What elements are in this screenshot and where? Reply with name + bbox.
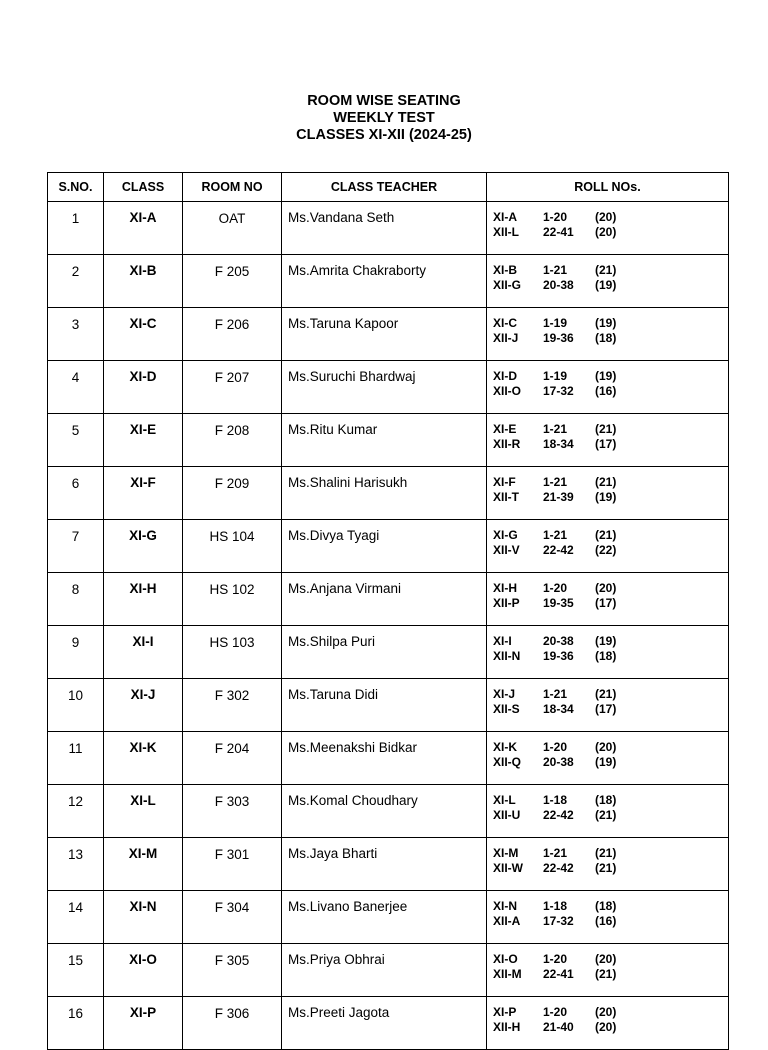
roll-line <box>493 437 728 452</box>
roll-count: (19) <box>595 369 617 383</box>
roll-line <box>493 596 728 611</box>
class-teacher: Ms.Taruna Kapoor <box>282 308 487 361</box>
roll-count: (19) <box>595 490 617 504</box>
roll-numbers <box>487 255 729 308</box>
serial-number: 2 <box>48 255 104 308</box>
title-line-3: CLASSES XI-XII (2024-25) <box>296 127 472 143</box>
serial-number: 11 <box>48 732 104 785</box>
roll-count: (21) <box>595 861 617 875</box>
roll-count: (19) <box>595 278 617 292</box>
roll-line <box>493 899 728 914</box>
roll-range: 1-21 <box>543 846 568 860</box>
table-row <box>48 838 729 891</box>
roll-range: 1-20 <box>543 740 568 754</box>
roll-class: XI-E <box>493 422 517 436</box>
class-teacher: Ms.Amrita Chakraborty <box>282 255 487 308</box>
class-name: XI-O <box>104 944 183 997</box>
roll-class: XI-A <box>493 210 517 224</box>
class-teacher: Ms.Shilpa Puri <box>282 626 487 679</box>
roll-range: 22-41 <box>543 225 574 239</box>
roll-numbers <box>487 997 729 1050</box>
roll-class: XII-M <box>493 967 522 981</box>
roll-line <box>493 793 728 808</box>
roll-line <box>493 263 728 278</box>
roll-line <box>493 528 728 543</box>
table-row <box>48 679 729 732</box>
roll-range: 1-18 <box>543 793 568 807</box>
roll-class: XI-P <box>493 1005 517 1019</box>
class-teacher: Ms.Meenakshi Bidkar <box>282 732 487 785</box>
room-number: HS 104 <box>183 520 282 573</box>
header-roll-nos: ROLL NOs. <box>487 173 729 202</box>
class-name: XI-C <box>104 308 183 361</box>
header-sno: S.NO. <box>48 173 104 202</box>
roll-range: 1-20 <box>543 952 568 966</box>
roll-count: (20) <box>595 210 617 224</box>
class-name: XI-J <box>104 679 183 732</box>
serial-number: 5 <box>48 414 104 467</box>
title-line-1: ROOM WISE SEATING <box>307 93 461 109</box>
roll-count: (20) <box>595 1005 617 1019</box>
class-teacher: Ms.Suruchi Bhardwaj <box>282 361 487 414</box>
class-teacher: Ms.Ritu Kumar <box>282 414 487 467</box>
roll-numbers <box>487 414 729 467</box>
room-number: F 306 <box>183 997 282 1050</box>
roll-line <box>493 967 728 982</box>
roll-range: 1-20 <box>543 210 568 224</box>
class-teacher: Ms.Jaya Bharti <box>282 838 487 891</box>
roll-class: XI-D <box>493 369 517 383</box>
table-body <box>48 202 729 1050</box>
class-teacher: Ms.Vandana Seth <box>282 202 487 255</box>
serial-number: 8 <box>48 573 104 626</box>
roll-numbers <box>487 785 729 838</box>
class-teacher: Ms.Priya Obhrai <box>282 944 487 997</box>
room-number: F 305 <box>183 944 282 997</box>
roll-line <box>493 316 728 331</box>
roll-class: XII-J <box>493 331 519 345</box>
roll-line <box>493 914 728 929</box>
roll-class: XI-O <box>493 952 518 966</box>
roll-range: 1-21 <box>543 475 568 489</box>
roll-count: (18) <box>595 649 617 663</box>
class-teacher: Ms.Komal Choudhary <box>282 785 487 838</box>
header-class-teacher: CLASS TEACHER <box>282 173 487 202</box>
roll-count: (21) <box>595 475 617 489</box>
room-number: HS 103 <box>183 626 282 679</box>
roll-count: (21) <box>595 422 617 436</box>
title-line-2: WEEKLY TEST <box>333 110 435 126</box>
roll-line <box>493 846 728 861</box>
roll-count: (20) <box>595 740 617 754</box>
roll-count: (16) <box>595 384 617 398</box>
serial-number: 12 <box>48 785 104 838</box>
roll-count: (21) <box>595 967 617 981</box>
roll-class: XII-G <box>493 278 522 292</box>
serial-number: 4 <box>48 361 104 414</box>
roll-class: XII-N <box>493 649 521 663</box>
roll-range: 17-32 <box>543 914 574 928</box>
roll-range: 19-35 <box>543 596 574 610</box>
table-row <box>48 255 729 308</box>
roll-range: 22-42 <box>543 808 574 822</box>
roll-line <box>493 861 728 876</box>
roll-range: 22-41 <box>543 967 574 981</box>
room-number: F 304 <box>183 891 282 944</box>
roll-range: 19-36 <box>543 331 574 345</box>
roll-numbers <box>487 202 729 255</box>
roll-numbers <box>487 626 729 679</box>
class-name: XI-E <box>104 414 183 467</box>
roll-range: 22-42 <box>543 543 574 557</box>
roll-count: (17) <box>595 437 617 451</box>
roll-line <box>493 581 728 596</box>
class-name: XI-F <box>104 467 183 520</box>
table-row <box>48 997 729 1050</box>
roll-line <box>493 210 728 225</box>
room-number: F 209 <box>183 467 282 520</box>
table-row <box>48 202 729 255</box>
room-number: HS 102 <box>183 573 282 626</box>
roll-line <box>493 634 728 649</box>
roll-class: XI-I <box>493 634 512 648</box>
roll-count: (20) <box>595 1020 617 1034</box>
class-name: XI-H <box>104 573 183 626</box>
room-number: F 206 <box>183 308 282 361</box>
roll-class: XII-P <box>493 596 520 610</box>
table-row <box>48 414 729 467</box>
class-name: XI-A <box>104 202 183 255</box>
class-name: XI-I <box>104 626 183 679</box>
class-teacher: Ms.Anjana Virmani <box>282 573 487 626</box>
class-name: XI-K <box>104 732 183 785</box>
roll-class: XII-U <box>493 808 521 822</box>
room-number: F 204 <box>183 732 282 785</box>
roll-class: XI-M <box>493 846 519 860</box>
roll-range: 1-21 <box>543 263 568 277</box>
roll-class: XI-H <box>493 581 517 595</box>
roll-numbers <box>487 308 729 361</box>
serial-number: 7 <box>48 520 104 573</box>
table-row <box>48 467 729 520</box>
roll-class: XII-R <box>493 437 521 451</box>
room-number: F 208 <box>183 414 282 467</box>
seating-table <box>47 172 729 1050</box>
roll-count: (20) <box>595 581 617 595</box>
serial-number: 6 <box>48 467 104 520</box>
serial-number: 3 <box>48 308 104 361</box>
table-row <box>48 308 729 361</box>
class-name: XI-L <box>104 785 183 838</box>
serial-number: 15 <box>48 944 104 997</box>
roll-count: (19) <box>595 755 617 769</box>
roll-class: XI-F <box>493 475 516 489</box>
table-row <box>48 573 729 626</box>
roll-count: (21) <box>595 263 617 277</box>
class-name: XI-B <box>104 255 183 308</box>
room-number: F 205 <box>183 255 282 308</box>
roll-class: XII-Q <box>493 755 522 769</box>
class-name: XI-M <box>104 838 183 891</box>
roll-numbers <box>487 944 729 997</box>
roll-count: (17) <box>595 596 617 610</box>
roll-count: (21) <box>595 687 617 701</box>
roll-line <box>493 278 728 293</box>
roll-class: XI-K <box>493 740 517 754</box>
roll-class: XI-J <box>493 687 516 701</box>
header-room: ROOM NO <box>183 173 282 202</box>
roll-count: (21) <box>595 846 617 860</box>
room-number: F 302 <box>183 679 282 732</box>
roll-range: 18-34 <box>543 702 574 716</box>
roll-range: 1-19 <box>543 369 568 383</box>
roll-class: XII-L <box>493 225 519 239</box>
roll-range: 20-38 <box>543 755 574 769</box>
roll-range: 22-42 <box>543 861 574 875</box>
class-name: XI-G <box>104 520 183 573</box>
roll-count: (18) <box>595 899 617 913</box>
roll-class: XII-W <box>493 861 523 875</box>
roll-line <box>493 755 728 770</box>
roll-line <box>493 740 728 755</box>
roll-range: 21-39 <box>543 490 574 504</box>
roll-range: 1-20 <box>543 581 568 595</box>
roll-numbers <box>487 838 729 891</box>
class-name: XI-D <box>104 361 183 414</box>
roll-line <box>493 369 728 384</box>
roll-range: 17-32 <box>543 384 574 398</box>
roll-class: XI-B <box>493 263 517 277</box>
roll-count: (17) <box>595 702 617 716</box>
roll-range: 1-21 <box>543 422 568 436</box>
roll-range: 1-21 <box>543 528 568 542</box>
roll-numbers <box>487 891 729 944</box>
roll-range: 19-36 <box>543 649 574 663</box>
room-number: OAT <box>183 202 282 255</box>
roll-line <box>493 331 728 346</box>
roll-line <box>493 422 728 437</box>
roll-line <box>493 1005 728 1020</box>
class-teacher: Ms.Livano Banerjee <box>282 891 487 944</box>
roll-line <box>493 687 728 702</box>
serial-number: 16 <box>48 997 104 1050</box>
roll-range: 18-34 <box>543 437 574 451</box>
class-teacher: Ms.Taruna Didi <box>282 679 487 732</box>
roll-count: (21) <box>595 808 617 822</box>
header-class: CLASS <box>104 173 183 202</box>
roll-class: XII-S <box>493 702 520 716</box>
table-row <box>48 944 729 997</box>
roll-class: XI-L <box>493 793 516 807</box>
roll-numbers <box>487 679 729 732</box>
class-teacher: Ms.Divya Tyagi <box>282 520 487 573</box>
room-number: F 301 <box>183 838 282 891</box>
roll-class: XII-O <box>493 384 522 398</box>
roll-count: (20) <box>595 225 617 239</box>
class-teacher: Ms.Shalini Harisukh <box>282 467 487 520</box>
roll-range: 1-20 <box>543 1005 568 1019</box>
roll-numbers <box>487 467 729 520</box>
roll-range: 1-19 <box>543 316 568 330</box>
roll-line <box>493 543 728 558</box>
roll-count: (16) <box>595 914 617 928</box>
roll-line <box>493 702 728 717</box>
class-teacher: Ms.Preeti Jagota <box>282 997 487 1050</box>
roll-count: (22) <box>595 543 617 557</box>
room-number: F 303 <box>183 785 282 838</box>
room-number: F 207 <box>183 361 282 414</box>
roll-count: (18) <box>595 793 617 807</box>
document-title <box>0 93 768 144</box>
roll-line <box>493 1020 728 1035</box>
roll-class: XI-N <box>493 899 517 913</box>
serial-number: 13 <box>48 838 104 891</box>
roll-count: (20) <box>595 952 617 966</box>
roll-class: XII-A <box>493 914 521 928</box>
header-row <box>48 173 729 202</box>
roll-count: (19) <box>595 634 617 648</box>
roll-line <box>493 475 728 490</box>
roll-range: 21-40 <box>543 1020 574 1034</box>
serial-number: 1 <box>48 202 104 255</box>
roll-class: XI-G <box>493 528 518 542</box>
roll-class: XII-H <box>493 1020 521 1034</box>
roll-line <box>493 490 728 505</box>
roll-class: XII-V <box>493 543 520 557</box>
table-row <box>48 785 729 838</box>
table-row <box>48 626 729 679</box>
roll-line <box>493 808 728 823</box>
table-row <box>48 520 729 573</box>
roll-range: 20-38 <box>543 634 574 648</box>
roll-count: (21) <box>595 528 617 542</box>
serial-number: 9 <box>48 626 104 679</box>
roll-range: 1-21 <box>543 687 568 701</box>
roll-numbers <box>487 732 729 785</box>
roll-line <box>493 649 728 664</box>
roll-count: (18) <box>595 331 617 345</box>
class-name: XI-P <box>104 997 183 1050</box>
table-row <box>48 361 729 414</box>
roll-class: XI-C <box>493 316 517 330</box>
serial-number: 10 <box>48 679 104 732</box>
roll-range: 1-18 <box>543 899 568 913</box>
roll-line <box>493 384 728 399</box>
roll-range: 20-38 <box>543 278 574 292</box>
class-name: XI-N <box>104 891 183 944</box>
roll-numbers <box>487 520 729 573</box>
roll-line <box>493 225 728 240</box>
roll-numbers <box>487 361 729 414</box>
roll-numbers <box>487 573 729 626</box>
serial-number: 14 <box>48 891 104 944</box>
table-row <box>48 732 729 785</box>
roll-count: (19) <box>595 316 617 330</box>
roll-line <box>493 952 728 967</box>
roll-class: XII-T <box>493 490 519 504</box>
table-row <box>48 891 729 944</box>
